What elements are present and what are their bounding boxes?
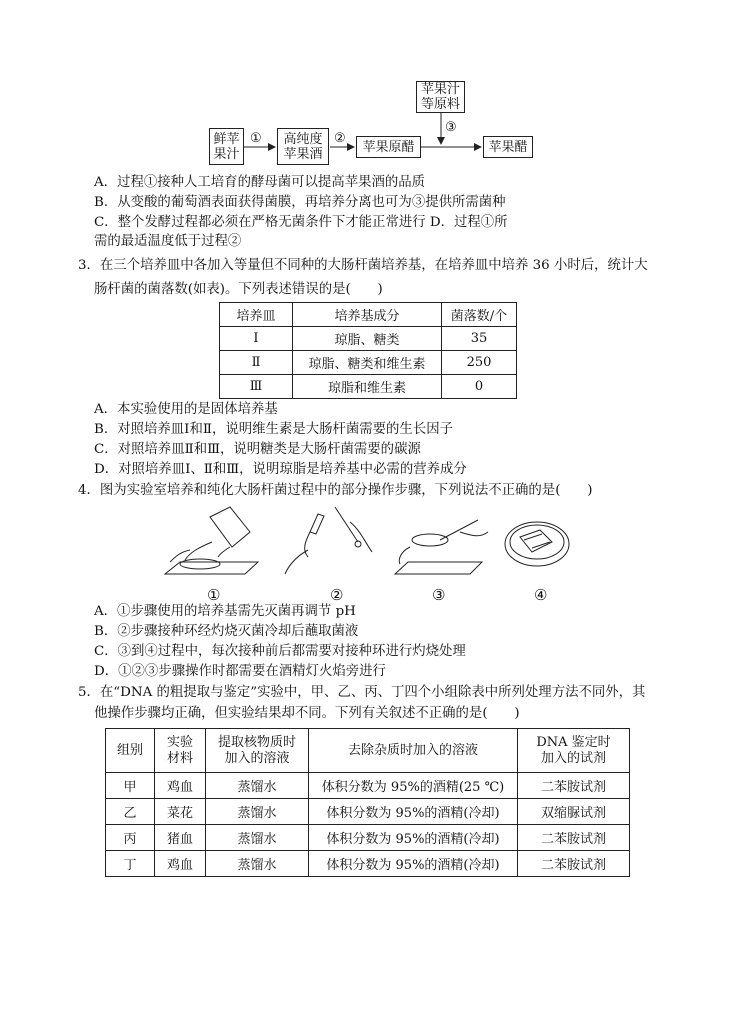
- table-cell: 体积分数为 95%的酒精(冷却): [309, 825, 518, 851]
- flow-box-raw-materials: [416, 81, 465, 113]
- table-header-cell: [518, 729, 630, 773]
- table-cell: Ⅱ: [220, 351, 293, 375]
- table-cell: 丙: [106, 825, 155, 851]
- table-cell: 蒸馏水: [206, 799, 309, 825]
- table-row: [106, 773, 630, 799]
- q5-stem-line1: 5．在“DNA 的粗提取与鉴定”实验中，甲、乙、丙、丁四个小组除表中所列处理方法不同外，其: [78, 685, 646, 700]
- q4-option-a: A．①步骤使用的培养基需先灭菌再调节 pH: [94, 604, 356, 619]
- table-cell: 猪血: [155, 825, 206, 851]
- table-cell: 体积分数为 95%的酒精(冷却): [309, 851, 518, 877]
- q4-stem: 4．图为实验室培养和纯化大肠杆菌过程中的部分操作步骤，下列说法不正确的是( ): [78, 483, 593, 498]
- q2-option-c-d: C．整个发酵过程都必须在严格无菌条件下才能正常进行 D．过程①所: [94, 215, 508, 230]
- table-cell: 鸡血: [155, 773, 206, 799]
- q3-option-b: B．对照培养皿Ⅰ和Ⅱ，说明维生素是大肠杆菌需要的生长因子: [94, 422, 453, 437]
- table-cell: Ⅲ: [220, 375, 293, 399]
- table-cell: 双缩脲试剂: [518, 799, 630, 825]
- q3-option-c: C．对照培养皿Ⅱ和Ⅲ，说明糖类是大肠杆菌需要的碳源: [94, 442, 421, 457]
- table-row: [220, 327, 517, 351]
- table-cell: 二苯胺试剂: [518, 851, 630, 877]
- q3-table: [219, 302, 517, 399]
- arrow-label-2: ②: [334, 131, 346, 146]
- table-cell: Ⅰ: [220, 327, 293, 351]
- header-text: DNA 鉴定时: [536, 734, 611, 750]
- figure-pouring-medium: [165, 507, 258, 574]
- table-cell: 琼脂、糖类和维生素: [293, 351, 442, 375]
- table-cell: 0: [442, 375, 517, 399]
- q5-stem-line2: 他操作步骤均正确，但实验结果却不同。下列有关叙述不正确的是( ): [94, 706, 520, 721]
- table-cell: 丁: [106, 851, 155, 877]
- arrow-label-1: ①: [250, 131, 262, 146]
- table-cell: 35: [442, 327, 517, 351]
- table-cell: 琼脂和维生素: [293, 375, 442, 399]
- q4-option-b: B．②步骤接种环经灼烧灭菌冷却后蘸取菌液: [94, 624, 359, 639]
- table-row: [220, 375, 517, 399]
- table-header-row: [106, 729, 630, 773]
- table-header-cell: [309, 729, 518, 773]
- table-cell: 菜花: [155, 799, 206, 825]
- header-text: 提取核物质时: [217, 734, 296, 750]
- figure-petri-dish: [505, 522, 569, 566]
- table-cell: 鸡血: [155, 851, 206, 877]
- table-row: [106, 825, 630, 851]
- q4-option-c: C．③到④过程中，每次接种前后都需要对接种环进行灼烧处理: [94, 644, 466, 659]
- table-cell: 体积分数为 95%的酒精(25 ℃): [309, 773, 518, 799]
- figure-streaking-plate: [395, 520, 488, 574]
- table-cell: 蒸馏水: [206, 851, 309, 877]
- header-text: 材料: [166, 750, 193, 766]
- flow-box-raw-vinegar: 苹果原醋: [356, 136, 421, 158]
- figure-label-1: ①: [207, 586, 221, 604]
- table-header-row: [220, 303, 517, 327]
- q4-procedure-figure: [160, 502, 580, 582]
- flow-box-text: 苹果汁: [420, 82, 460, 97]
- flow-box-text: 果汁: [213, 146, 240, 162]
- table-header-cell: 培养基成分: [293, 303, 442, 327]
- table-header-cell: [155, 729, 206, 773]
- q3-stem-line1: 3．在三个培养皿中各加入等量但不同种的大肠杆菌培养基，在培养皿中培养 36 小时后，统计大: [78, 258, 648, 273]
- q3-stem-line2: 肠杆菌的菌落数(如表)。下列表述错误的是( ): [94, 282, 383, 297]
- figure-label-3: ③: [432, 586, 446, 604]
- q2-option-a: A．过程①接种人工培育的酵母菌可以提高苹果酒的品质: [94, 175, 426, 190]
- q3-option-a: A．本实验使用的是固体培养基: [94, 402, 278, 417]
- header-text: 去除杂质时加入的溶液: [347, 742, 478, 758]
- flow-box-apple-wine: [277, 128, 329, 165]
- table-header-cell: 菌落数/个: [442, 303, 517, 327]
- flow-box-apple-vinegar: 苹果醋: [483, 136, 533, 158]
- q5-table: [105, 728, 630, 877]
- table-row: [220, 351, 517, 375]
- table-cell: 蒸馏水: [206, 773, 309, 799]
- q2-option-b: B．从变酸的葡萄酒表面获得菌膜，再培养分离也可为③提供所需菌种: [94, 195, 506, 210]
- figure-inoculating-loop: [285, 507, 372, 574]
- arrow-label-3: ③: [445, 120, 457, 135]
- table-cell: 二苯胺试剂: [518, 773, 630, 799]
- table-header-cell: [106, 729, 155, 773]
- table-cell: 甲: [106, 773, 155, 799]
- table-row: [106, 851, 630, 877]
- table-cell: 琼脂、糖类: [293, 327, 442, 351]
- flow-box-fresh-juice: [209, 128, 244, 165]
- table-cell: 体积分数为 95%的酒精(冷却): [309, 799, 518, 825]
- figure-label-2: ②: [330, 586, 344, 604]
- header-text: 加入的试剂: [540, 750, 606, 766]
- table-row: [106, 799, 630, 825]
- q2-option-d-cont: 需的最适温度低于过程②: [94, 234, 242, 249]
- table-header-cell: 培养皿: [220, 303, 293, 327]
- header-text: 组别: [116, 742, 143, 758]
- q3-option-d: D．对照培养皿Ⅰ、Ⅱ和Ⅲ，说明琼脂是培养基中必需的营养成分: [94, 462, 467, 477]
- flow-box-text: 鲜苹: [213, 131, 240, 147]
- figure-label-4: ④: [534, 586, 548, 604]
- table-cell: 蒸馏水: [206, 825, 309, 851]
- table-header-cell: [206, 729, 309, 773]
- flow-box-text: 高纯度: [283, 131, 323, 147]
- table-cell: 二苯胺试剂: [518, 825, 630, 851]
- table-cell: 250: [442, 351, 517, 375]
- flow-box-text: 等原料: [420, 97, 460, 112]
- flow-box-text: 苹果酒: [283, 146, 323, 162]
- header-text: 加入的溶液: [224, 750, 290, 766]
- header-text: 实验: [166, 734, 193, 750]
- table-cell: 乙: [106, 799, 155, 825]
- q4-option-d: D．①②③步骤操作时都需要在酒精灯火焰旁进行: [94, 664, 386, 679]
